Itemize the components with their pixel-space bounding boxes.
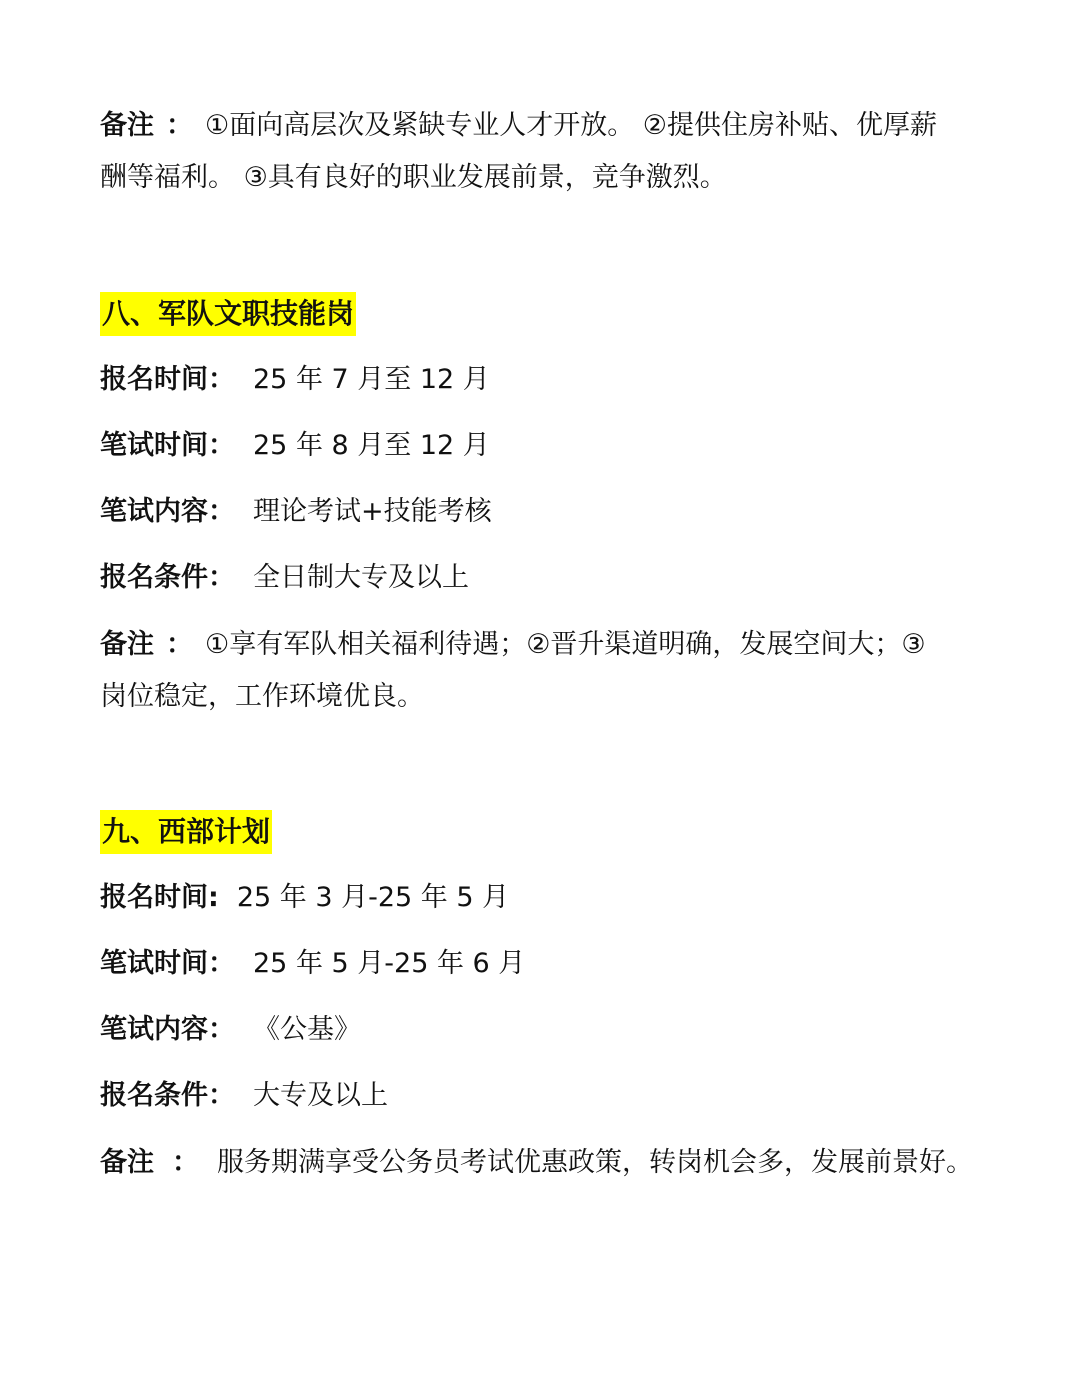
note-text: 服务期满享受公务员考试优惠政策，转岗机会多，发展前景好。: [217, 1147, 973, 1178]
note-colon: ：: [166, 110, 193, 141]
field-value: 25 年 8 月至 12 月: [253, 430, 490, 461]
section9-heading: 九、西部计划: [100, 810, 272, 854]
section9-field-exam-content: [100, 1004, 361, 1056]
section9-field-registration-time: [100, 872, 509, 924]
field-label: 笔试时间: [100, 430, 208, 461]
note-label: 备注: [100, 1147, 154, 1178]
note-label: 备注: [100, 110, 154, 141]
note-text-line1: ①面向高层次及紧缺专业人才开放。 ②提供住房补贴、优厚薪: [205, 110, 937, 141]
section8-note-line2: [100, 671, 980, 723]
section9-note: [100, 1137, 973, 1189]
field-colon: ：: [208, 1080, 235, 1111]
section8-note: [100, 619, 980, 723]
field-colon: ：: [208, 1014, 235, 1045]
field-value: 25 年 5 月-25 年 6 月: [253, 948, 526, 979]
field-label: 报名条件: [100, 562, 208, 593]
field-value: 《公基》: [253, 1014, 361, 1045]
field-value: 25 年 7 月至 12 月: [253, 364, 490, 395]
section7-note: [100, 100, 980, 204]
note-text-line2: 酬等福利。 ③具有良好的职业发展前景，竞争激烈。: [100, 162, 727, 193]
section8-field-registration-time: [100, 354, 490, 406]
field-label: 笔试时间: [100, 948, 208, 979]
field-value: 全日制大专及以上: [253, 562, 469, 593]
section7-note-line1: [100, 100, 980, 152]
field-value: 25 年 3 月-25 年 5 月: [236, 882, 510, 913]
note-label: 备注: [100, 629, 154, 660]
section9-field-requirements: [100, 1070, 388, 1122]
field-value: 大专及以上: [253, 1080, 388, 1111]
note-text-line1: ①享有军队相关福利待遇；②晋升渠道明确，发展空间大；③: [205, 629, 926, 660]
field-colon: ：: [208, 562, 235, 593]
note-colon: ：: [166, 629, 193, 660]
section9-field-exam-time: [100, 938, 525, 990]
field-value: 理论考试+技能考核: [253, 496, 492, 527]
section8-field-requirements: [100, 552, 469, 604]
field-label: 报名条件: [100, 1080, 208, 1111]
section7-note-line2: [100, 152, 980, 204]
note-text-line2: 岗位稳定，工作环境优良。: [100, 681, 424, 712]
field-label: 笔试内容: [100, 496, 208, 527]
field-colon: ：: [208, 430, 235, 461]
section8-field-exam-time: [100, 420, 490, 472]
section8-note-line1: [100, 619, 980, 671]
section8-field-exam-content: [100, 486, 492, 538]
field-colon: ：: [208, 496, 235, 527]
field-label: 报名时间: [100, 364, 208, 395]
field-colon: ：: [208, 948, 235, 979]
field-label: 笔试内容: [100, 1014, 208, 1045]
field-label: 报名时间: [100, 882, 208, 913]
field-colon: ：: [208, 364, 235, 395]
section8-heading: 八、军队文职技能岗: [100, 292, 356, 336]
note-colon: ：: [172, 1147, 199, 1178]
field-colon: :: [208, 882, 219, 913]
